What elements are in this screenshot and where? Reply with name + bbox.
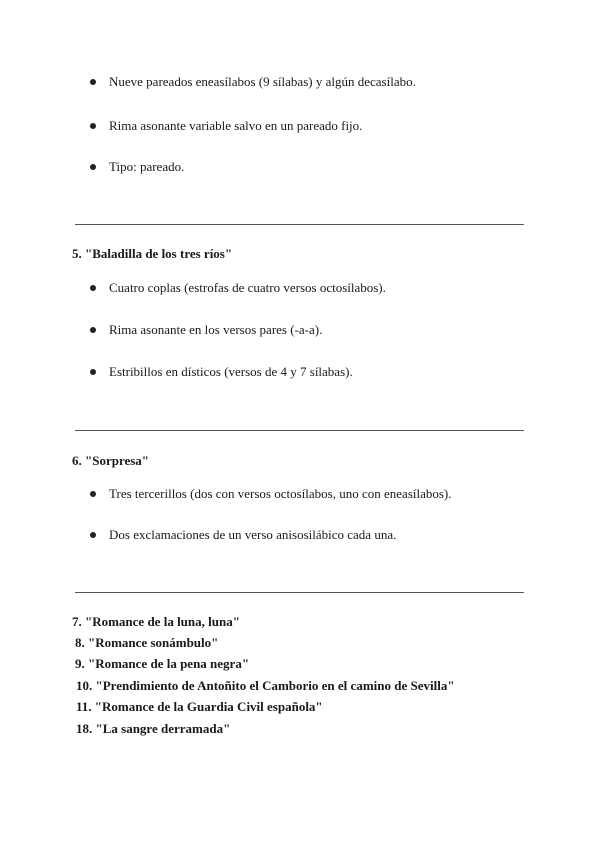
- bullet-icon: [90, 327, 96, 333]
- horizontal-rule: [75, 224, 524, 225]
- document-page: Nueve pareados eneasílabos (9 sílabas) y algún decasílabo. Rima asonante variable salvo en un pareado fijo. Tipo: pareado. 5. "Baladilla de los tres ríos" Cuatro coplas (estrofas de cuatro versos octosílabos). Rima asonante en los versos pares (-a-a). Estribillos en dísticos (versos de 4 y 7 sílabas). 6. "Sorpresa" Tres tercerillos (dos con versos octosílabos, uno con eneasílabos). Dos exclamaciones de un verso anisosilábico cada una. 7. "Romance de la luna, luna" 8. "Romance sonámbulo" 9. "Romance de la pena negra" 10. "Prendimiento de Antoñito el Camborio en el camino de Sevilla" 11. "Romance de la Guardia Civil española" 18. "La sangre derramada": [0, 0, 600, 848]
- horizontal-rule: [75, 430, 524, 431]
- poem-title: 8. "Romance sonámbulo": [75, 635, 219, 650]
- bullet-icon: [90, 491, 96, 497]
- section-heading: 5. "Baladilla de los tres ríos": [72, 246, 233, 261]
- poem-title: 10. "Prendimiento de Antoñito el Camborio en el camino de Sevilla": [76, 678, 455, 693]
- bullet-icon: [90, 369, 96, 375]
- bullet-icon: [90, 285, 96, 291]
- poem-title: 9. "Romance de la pena negra": [75, 656, 250, 671]
- bullet-icon: [90, 79, 96, 85]
- poem-title: 7. "Romance de la luna, luna": [72, 614, 240, 629]
- bullet-icon: [90, 123, 96, 129]
- poem-title: 18. "La sangre derramada": [76, 721, 231, 736]
- horizontal-rule: [75, 592, 524, 593]
- poem-title: 11. "Romance de la Guardia Civil española": [76, 699, 323, 714]
- bullet-icon: [90, 164, 96, 170]
- bullet-icon: [90, 532, 96, 538]
- section-heading: 6. "Sorpresa": [72, 453, 150, 468]
